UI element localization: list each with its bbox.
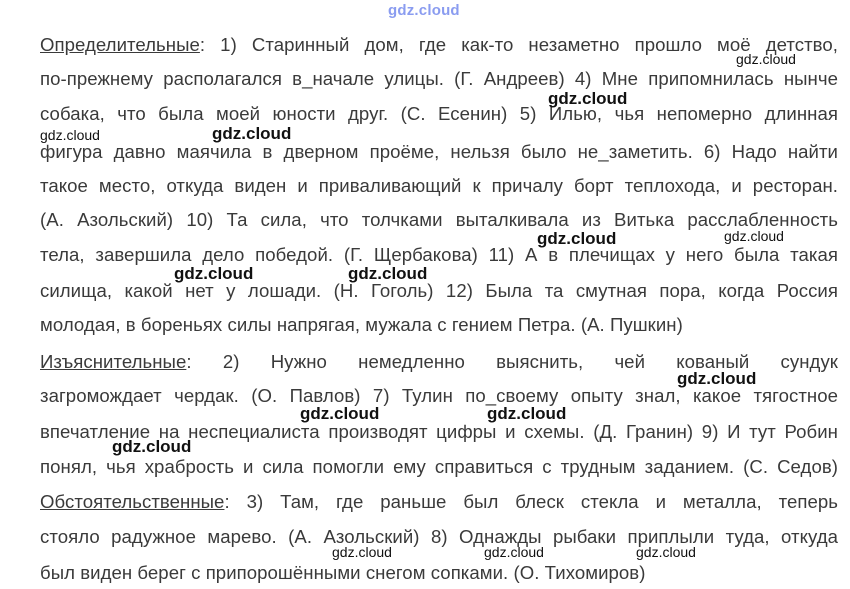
watermark: gdz.cloud [677,369,757,388]
paragraph-2-line-4: понял, чья храбрость и сила помогли ему справиться с трудным заданием. (С. Седов) [40,456,838,477]
watermark: gdz.cloud [174,264,254,283]
paragraph-2-line-2: загромождает чердак. (О. Павлов) 7) Тулин по_своему опыту знал, какое тягостное [40,385,838,406]
line-text: : 1) Старинный дом, где как-то незаметно прошло моё детство, [199,34,838,55]
paragraph-3-line-3: был виден берег с припорошёнными снегом сопками. (О. Тихомиров) [40,562,646,583]
watermark: gdz.cloud [484,544,544,560]
paragraph-1-line-2: по-прежнему располагался в_начале улицы. (Г. Андреев) 4) Мне припомнилась нынче [40,68,838,89]
paragraph-1-line-5: такое место, откуда виден и приваливающий к причалу борт теплохода, и ресторан. [40,175,838,196]
watermark: gdz.cloud [112,437,192,456]
paragraph-1-line-7: тела, завершила дело победой. (Г. Щербакова) 11) А в плечищах у него была такая [40,244,838,265]
watermark: gdz.cloud [332,544,392,560]
watermark: gdz.cloud [212,124,292,143]
watermark-top: gdz.cloud [388,2,460,19]
paragraph-3-line-1 [40,490,838,514]
paragraph-1-line-4: фигура давно маячила в дверном проёме, нельзя было не_заметить. 6) Надо найти [40,141,838,162]
watermark: gdz.cloud [724,228,784,244]
heading-izyasnitelnye: Изъяснительные [40,351,187,372]
paragraph-3-line-2: стояло радужное марево. (А. Азольский) 8) Однажды рыбаки приплыли туда, откуда [40,526,838,547]
watermark: gdz.cloud [300,404,380,423]
paragraph-2-line-3: впечатление на неспециалиста производят цифры и схемы. (Д. Гранин) 9) И тут Робин [40,421,838,442]
line-text: : 2) Нужно немедленно выяснить, чей кованый сундук [186,351,838,372]
paragraph-1-line-9: молодая, в бореньях силы напрягая, мужала с гением Петра. (А. Пушкин) [40,314,683,335]
watermark: gdz.cloud [736,51,796,67]
watermark: gdz.cloud [40,127,100,143]
line-text: : 3) Там, где раньше был блеск стекла и металла, теперь [224,491,838,512]
watermark: gdz.cloud [636,544,696,560]
watermark: gdz.cloud [537,229,617,248]
paragraph-1-line-6: (А. Азольский) 10) Та сила, что толчками выталкивала из Витька расслабленность [40,209,838,230]
paragraph-1-line-1 [40,33,838,57]
watermark: gdz.cloud [348,264,428,283]
watermark: gdz.cloud [487,404,567,423]
heading-opredelitelnye: Определительные [40,34,200,55]
paragraph-1-line-8: силища, какой нет у лошади. (Н. Гоголь) 12) Была та смутная пора, когда Россия [40,280,838,301]
paragraph-1-line-3: собака, что была моей юности друг. (С. Есенин) 5) Илью, чья непомерно длинная [40,103,838,124]
watermark: gdz.cloud [548,89,628,108]
heading-obstoyatelstvennye: Обстоятельственные [40,491,225,512]
